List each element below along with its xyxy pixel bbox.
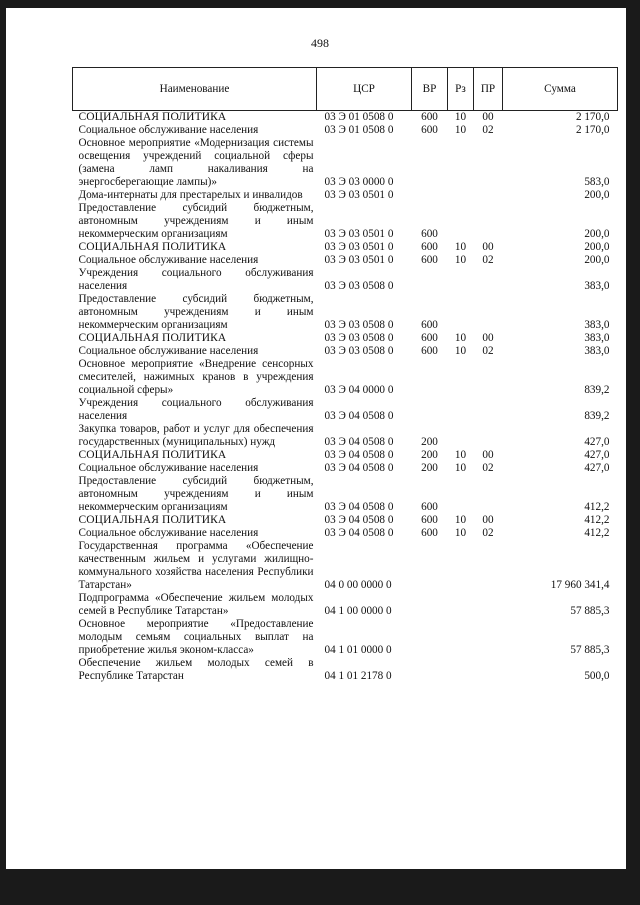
cell-name: Основное мероприятие «Предоставление молодым семьям социальных выплат на приобретение жилья эконом-класса» <box>78 618 314 656</box>
table-row <box>73 527 618 540</box>
cell-vr <box>412 189 448 202</box>
table-row <box>73 202 618 241</box>
table-row <box>73 592 618 618</box>
cell-sum: 412,2 <box>584 527 610 539</box>
cell-vr: 600 <box>421 254 438 266</box>
table-row <box>73 657 618 683</box>
cell-csr: 03 Э 04 0508 0 <box>324 501 394 513</box>
cell-csr: 04 1 01 0000 0 <box>324 644 392 656</box>
cell-name: Учреждения социального обслуживания населения <box>78 397 314 422</box>
header-rz: Рз <box>448 68 474 111</box>
cell-sum: 383,0 <box>584 345 610 357</box>
cell-csr: 03 Э 03 0508 0 <box>324 319 394 331</box>
cell-name: Предоставление субсидий бюджетным, автономным учреждениям и иным некоммерческим организациям <box>78 475 314 513</box>
cell-pr: 02 <box>482 345 494 357</box>
cell-name: Предоставление субсидий бюджетным, автономным учреждениям и иным некоммерческим организациям <box>78 293 314 331</box>
cell-vr: 600 <box>421 241 438 253</box>
cell-name: Основное мероприятие «Внедрение сенсорных смесителей, нажимных кранов в учреждения социальной сферы» <box>78 358 314 396</box>
cell-rz: 10 <box>454 241 467 253</box>
cell-sum: 427,0 <box>584 436 610 448</box>
cell-csr: 03 Э 04 0508 0 <box>324 410 394 422</box>
cell-vr: 600 <box>421 514 438 526</box>
cell-name: Учреждения социального обслуживания населения <box>78 267 314 292</box>
cell-vr: 200 <box>421 462 438 474</box>
budget-table <box>72 67 618 683</box>
table-body <box>73 111 618 684</box>
table-row <box>73 111 618 125</box>
cell-pr <box>474 657 503 683</box>
cell-rz <box>448 202 474 241</box>
cell-vr <box>412 592 448 618</box>
scan-border-top <box>0 0 640 8</box>
cell-pr <box>474 475 503 514</box>
table-row <box>73 124 618 137</box>
cell-csr: 03 Э 03 0501 0 <box>324 189 394 201</box>
cell-name: Социальное обслуживание населения <box>78 462 259 474</box>
cell-vr: 600 <box>421 345 438 357</box>
table-row <box>73 345 618 358</box>
cell-name: Подпрограмма «Обеспечение жильем молодых семей в Республике Татарстан» <box>78 592 314 617</box>
cell-rz: 10 <box>454 527 467 539</box>
cell-csr: 03 Э 03 0508 0 <box>324 332 394 344</box>
cell-name: Дома-интернаты для престарелых и инвалидов <box>78 189 303 201</box>
cell-vr: 600 <box>421 111 438 123</box>
cell-name: Государственная программа «Обеспечение качественным жильем и услугами жилищно-коммунального хозяйства населения Республики Татарстан» <box>78 540 314 591</box>
cell-pr <box>474 267 503 293</box>
cell-name: СОЦИАЛЬНАЯ ПОЛИТИКА <box>78 332 227 344</box>
cell-rz: 10 <box>454 449 467 461</box>
cell-vr: 600 <box>421 124 438 136</box>
cell-csr: 04 1 00 0000 0 <box>324 605 392 617</box>
table-row <box>73 241 618 254</box>
cell-sum: 839,2 <box>584 384 610 396</box>
table-row <box>73 514 618 527</box>
cell-sum: 583,0 <box>584 176 610 188</box>
cell-csr: 03 Э 03 0000 0 <box>324 176 394 188</box>
cell-pr <box>474 202 503 241</box>
cell-rz <box>448 540 474 592</box>
cell-pr <box>474 540 503 592</box>
cell-csr: 03 Э 04 0000 0 <box>324 384 394 396</box>
cell-sum: 383,0 <box>584 319 610 331</box>
table-row <box>73 293 618 332</box>
table-row <box>73 618 618 657</box>
cell-csr: 03 Э 04 0508 0 <box>324 514 394 526</box>
cell-name: Социальное обслуживание населения <box>78 345 259 357</box>
header-name: Наименование <box>73 68 317 111</box>
cell-vr <box>412 540 448 592</box>
cell-rz: 10 <box>454 124 467 136</box>
table-row <box>73 358 618 397</box>
cell-pr: 02 <box>482 254 494 266</box>
cell-csr: 03 Э 03 0501 0 <box>324 254 394 266</box>
cell-name: Закупка товаров, работ и услуг для обеспечения государственных (муниципальных) нужд <box>78 423 314 448</box>
cell-rz: 10 <box>454 462 467 474</box>
header-csr: ЦСР <box>317 68 412 111</box>
cell-name: СОЦИАЛЬНАЯ ПОЛИТИКА <box>78 241 227 253</box>
cell-sum: 839,2 <box>584 410 610 422</box>
cell-vr: 600 <box>421 501 438 513</box>
cell-pr: 00 <box>482 449 494 461</box>
cell-csr: 03 Э 01 0508 0 <box>324 124 394 136</box>
cell-vr <box>412 267 448 293</box>
table-row <box>73 137 618 189</box>
cell-vr: 600 <box>421 332 438 344</box>
cell-rz <box>448 423 474 449</box>
cell-vr: 600 <box>421 319 438 331</box>
cell-name: СОЦИАЛЬНАЯ ПОЛИТИКА <box>78 449 227 461</box>
cell-rz <box>448 293 474 332</box>
table-row <box>73 267 618 293</box>
cell-sum: 200,0 <box>584 189 610 201</box>
cell-rz <box>448 592 474 618</box>
cell-rz <box>448 267 474 293</box>
page-number: 498 <box>311 36 329 50</box>
scan-border-right <box>626 0 640 905</box>
cell-vr <box>412 657 448 683</box>
cell-rz <box>448 618 474 657</box>
cell-sum: 412,2 <box>584 514 610 526</box>
scan-border-left <box>0 0 6 905</box>
cell-sum: 17 960 341,4 <box>550 579 610 591</box>
table-row <box>73 540 618 592</box>
cell-pr: 00 <box>482 332 494 344</box>
cell-rz <box>448 137 474 189</box>
cell-csr: 03 Э 04 0508 0 <box>324 436 394 448</box>
cell-rz <box>448 358 474 397</box>
cell-pr <box>474 592 503 618</box>
cell-vr: 600 <box>421 228 438 240</box>
header-sum: Сумма <box>503 68 618 111</box>
table-header <box>73 68 618 111</box>
cell-name: СОЦИАЛЬНАЯ ПОЛИТИКА <box>78 111 227 123</box>
cell-vr <box>412 618 448 657</box>
cell-csr: 03 Э 04 0508 0 <box>324 462 394 474</box>
cell-csr: 04 0 00 0000 0 <box>324 579 392 591</box>
header-pr: ПР <box>474 68 503 111</box>
cell-csr: 03 Э 03 0508 0 <box>324 280 394 292</box>
cell-sum: 2 170,0 <box>575 111 610 123</box>
cell-name: Предоставление субсидий бюджетным, автономным учреждениям и иным некоммерческим организациям <box>78 202 314 240</box>
cell-pr: 02 <box>482 462 494 474</box>
cell-sum: 200,0 <box>584 228 610 240</box>
cell-vr <box>412 137 448 189</box>
cell-sum: 383,0 <box>584 280 610 292</box>
cell-rz: 10 <box>454 514 467 526</box>
table-row <box>73 189 618 202</box>
table-row <box>73 397 618 423</box>
cell-name: Основное мероприятие «Модернизация системы освещения учреждений социальной сферы (замена ламп накаливания на энергосберегающие лампы)» <box>78 137 314 188</box>
cell-csr: 03 Э 04 0508 0 <box>324 527 394 539</box>
cell-pr: 00 <box>482 514 494 526</box>
cell-sum: 383,0 <box>584 332 610 344</box>
cell-csr: 03 Э 03 0501 0 <box>324 241 394 253</box>
header-vr: ВР <box>412 68 448 111</box>
cell-vr: 600 <box>421 527 438 539</box>
table-row <box>73 423 618 449</box>
table-row <box>73 449 618 462</box>
cell-sum: 427,0 <box>584 449 610 461</box>
cell-vr: 200 <box>421 449 438 461</box>
cell-sum: 2 170,0 <box>575 124 610 136</box>
cell-pr <box>474 189 503 202</box>
cell-vr: 200 <box>421 436 438 448</box>
cell-pr <box>474 137 503 189</box>
table-row <box>73 332 618 345</box>
cell-rz <box>448 657 474 683</box>
cell-rz <box>448 189 474 202</box>
cell-pr <box>474 358 503 397</box>
table-row <box>73 254 618 267</box>
cell-name: СОЦИАЛЬНАЯ ПОЛИТИКА <box>78 514 227 526</box>
cell-sum: 500,0 <box>584 670 610 682</box>
table-row <box>73 462 618 475</box>
cell-name: Социальное обслуживание населения <box>78 254 259 266</box>
cell-csr: 03 Э 03 0508 0 <box>324 345 394 357</box>
cell-rz: 10 <box>454 111 467 123</box>
table-row <box>73 475 618 514</box>
cell-csr: 03 Э 04 0508 0 <box>324 449 394 461</box>
cell-vr <box>412 358 448 397</box>
cell-pr <box>474 618 503 657</box>
cell-pr: 00 <box>482 111 494 123</box>
cell-csr: 03 Э 01 0508 0 <box>324 111 394 123</box>
cell-csr: 03 Э 03 0501 0 <box>324 228 394 240</box>
cell-pr: 00 <box>482 241 494 253</box>
cell-sum: 412,2 <box>584 501 610 513</box>
cell-pr: 02 <box>482 124 494 136</box>
cell-sum: 200,0 <box>584 254 610 266</box>
cell-name: Обеспечение жильем молодых семей в Республике Татарстан <box>78 657 314 682</box>
cell-pr <box>474 397 503 423</box>
cell-name: Социальное обслуживание населения <box>78 124 259 136</box>
cell-pr <box>474 423 503 449</box>
cell-rz: 10 <box>454 332 467 344</box>
cell-pr <box>474 293 503 332</box>
cell-sum: 57 885,3 <box>570 644 610 656</box>
cell-vr <box>412 397 448 423</box>
cell-sum: 57 885,3 <box>570 605 610 617</box>
cell-csr: 04 1 01 2178 0 <box>324 670 392 682</box>
cell-sum: 427,0 <box>584 462 610 474</box>
scan-border-bottom <box>0 869 640 905</box>
cell-rz <box>448 475 474 514</box>
cell-name: Социальное обслуживание населения <box>78 527 259 539</box>
cell-sum: 200,0 <box>584 241 610 253</box>
cell-rz: 10 <box>454 254 467 266</box>
cell-pr: 02 <box>482 527 494 539</box>
cell-rz: 10 <box>454 345 467 357</box>
cell-rz <box>448 397 474 423</box>
